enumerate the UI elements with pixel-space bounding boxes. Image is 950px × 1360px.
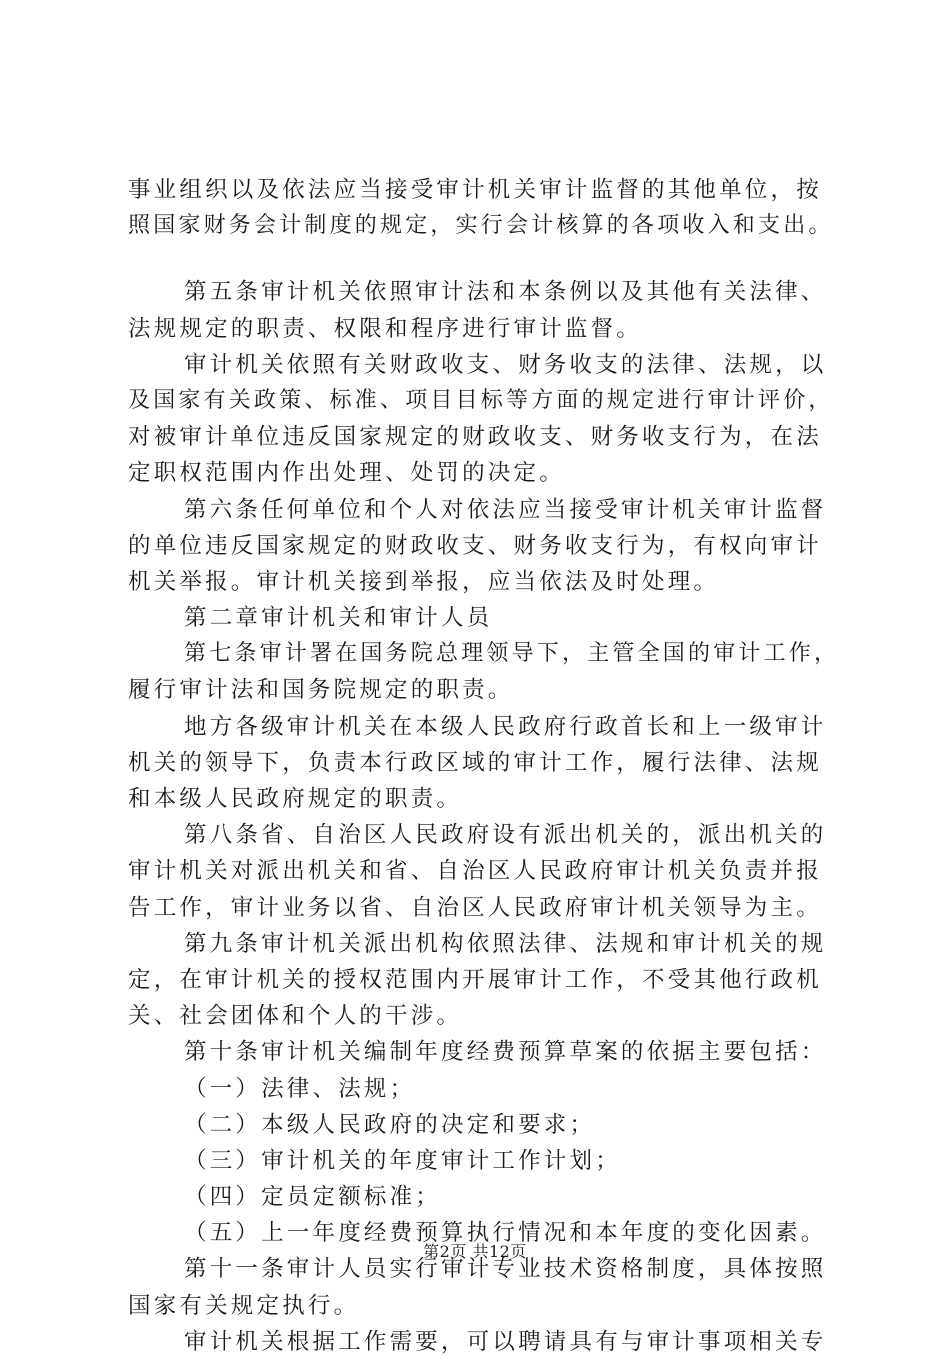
text-line: 机关的领导下，负责本行政区域的审计工作，履行法律、法规	[128, 749, 822, 776]
article-section	[128, 274, 840, 1360]
text-line: （三）审计机关的年度审计工作计划；	[184, 1147, 621, 1174]
paragraph-continuation	[128, 172, 840, 244]
text-line: 第五条审计机关依照审计法和本条例以及其他有关法律、	[184, 279, 827, 306]
text-line: 机关举报。审计机关接到举报，应当依法及时处理。	[128, 568, 720, 595]
text-line: 第十条审计机关编制年度经费预算草案的依据主要包括：	[184, 1039, 827, 1066]
text-line: （一）法律、法规；	[184, 1075, 416, 1102]
text-line: 定，在审计机关的授权范围内开展审计工作，不受其他行政机	[128, 966, 822, 993]
text-line: 及国家有关政策、标准、项目目标等方面的规定进行审计评价，	[128, 387, 834, 413]
text-line: 告工作，审计业务以省、自治区人民政府审计机关领导为主。	[128, 894, 822, 921]
text-line: 第七条审计署在国务院总理领导下，主管全国的审计工作，	[184, 641, 840, 667]
text-line: 审计机关根据工作需要，可以聘请具有与审计事项相关专	[184, 1328, 827, 1355]
text-line: 的单位违反国家规定的财政收支、财务收支行为，有权向审计	[128, 532, 822, 559]
text-line: 定职权范围内作出处理、处罚的决定。	[128, 460, 565, 487]
text-line: 事业组织以及依法应当接受审计机关审计监督的其他单位，按	[128, 177, 822, 203]
text-line: 审计机关依照有关财政收支、财务收支的法律、法规，以	[184, 351, 827, 378]
text-line: （四）定员定额标准；	[184, 1184, 442, 1211]
text-line: 第九条审计机关派出机构依照法律、法规和审计机关的规	[184, 930, 827, 957]
text-line: 关、社会团体和个人的干涉。	[128, 1003, 463, 1030]
text-line: （二）本级人民政府的决定和要求；	[184, 1111, 596, 1138]
text-line: 审计机关对派出机关和省、自治区人民政府审计机关负责并报	[128, 858, 822, 885]
text-line: 地方各级审计机关在本级人民政府行政首长和上一级审计	[184, 713, 827, 740]
text-line: 履行审计法和国务院规定的职责。	[128, 677, 514, 704]
paragraph-gap	[128, 244, 840, 274]
text-line: 和本级人民政府规定的职责。	[128, 786, 463, 812]
text-line: 第二章审计机关和审计人员	[184, 605, 493, 632]
text-line: 第八条省、自治区人民政府设有派出机关的，派出机关的	[184, 822, 827, 849]
text-line: 第十一条审计人员实行审计专业技术资格制度，具体按照	[184, 1256, 827, 1283]
page-number-footer: 第2页 共12页	[423, 1242, 527, 1261]
text-line: 法规规定的职责、权限和程序进行审计监督。	[128, 315, 643, 342]
text-line: 第六条任何单位和个人对依法应当接受审计机关审计监督	[184, 496, 827, 523]
document-body	[128, 172, 840, 1360]
text-line: 照国家财务会计制度的规定，实行会计核算的各项收入和支出。	[128, 213, 834, 239]
text-line: （五）上一年度经费预算执行情况和本年度的变化因素。	[184, 1220, 827, 1247]
text-line: 国家有关规定执行。	[128, 1292, 360, 1319]
text-line: 对被审计单位违反国家规定的财政收支、财务收支行为，在法	[128, 424, 822, 451]
